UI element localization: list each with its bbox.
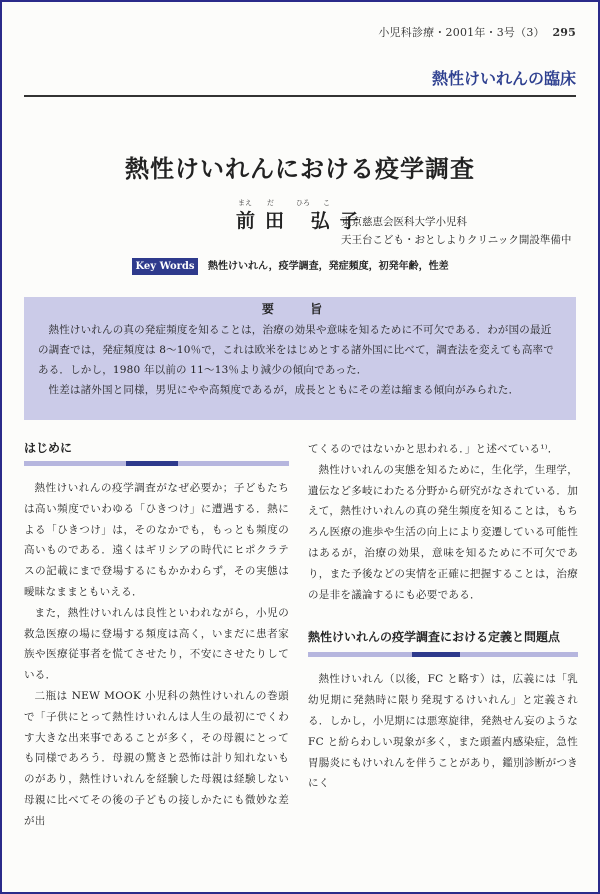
- intro-paragraph-3: 二瓶は NEW MOOK 小児科の熱性けいれんの巻頭で「子供にとって熱性けいれんは人生の最初にでくわす大きな出来事であることが多く，その母親にとっても同様であろう．母親の驚きと恐怖は計り知れないものがあり，熱性けいれんを経験した母親は経験しない母親に比べてその後の子どもの接しかたにも微妙な差が出: [24, 689, 289, 827]
- running-header: [378, 24, 576, 40]
- continued-paragraph: てくるのではないかと思われる．」と述べている¹⁾．: [308, 443, 559, 455]
- section-rule-2: [308, 652, 578, 657]
- intro-paragraph-2: また，熱性けいれんは良性といわれながら，小児の救急医療の場に登場する頻度は高く，いまだに患者家族や医療従事者を慌てさせたり，不安にさせたりしている．: [24, 606, 289, 682]
- section-rule-accent: [126, 461, 178, 466]
- left-column: [24, 439, 289, 832]
- article-title: 熱性けいれんにおける疫学調査: [125, 155, 475, 183]
- right-body-top: [308, 439, 578, 605]
- header-divider: [24, 95, 576, 97]
- author-ruby-1: まえ: [238, 199, 252, 207]
- author-ruby-4: こ: [323, 199, 330, 207]
- section-heading-introduction: はじめに: [24, 441, 73, 455]
- right-column: [308, 439, 578, 794]
- author-affiliation: [341, 213, 571, 249]
- section-rule-2-accent: [412, 652, 460, 657]
- series-title: 熱性けいれんの臨床: [431, 69, 576, 88]
- abstract-box: [24, 297, 576, 420]
- author-ruby-3: ひろ: [296, 199, 310, 207]
- right-paragraph-1: 熱性けいれんの実態を知るために，生化学，生理学，遺伝など多岐にわたる分野から研究がなされている．加えて，熱性けいれんの真の発生頻度を知ることは，もちろん医療の進歩や生活の向上により変遷している可能性はあるが，治療の効果，意味を知るために不可欠であり，また予後などの実情を正確に把握することは，治療の是非を議論するにも必要である．: [308, 463, 578, 601]
- right-body-bottom: [308, 669, 578, 794]
- keywords-text: 熱性けいれん，疫学調査，発症頻度，初発年齢，性差: [208, 261, 449, 272]
- abstract-heading: 要 旨: [261, 302, 339, 316]
- keywords-label: Key Words: [132, 258, 198, 275]
- affiliation-line-2: 天王台こども・おとしよりクリニック開設準備中: [341, 234, 572, 246]
- page-number: 295: [552, 26, 576, 39]
- section-heading-definition: 熱性けいれんの疫学調査における定義と問題点: [308, 630, 561, 645]
- author-name: 前田 弘子: [236, 210, 369, 232]
- author-ruby-2: だ: [267, 199, 274, 207]
- affiliation-line-1: 東京慈恵会医科大学小児科: [341, 216, 467, 228]
- section-rule: [24, 461, 289, 466]
- journal-citation: 小児科診療・2001年・3号（3）: [378, 26, 545, 39]
- left-body: [24, 478, 289, 832]
- abstract-paragraph-1: 熱性けいれんの真の発症頻度を知ることは，治療の効果や意味を知るために不可欠である．わが国の最近の調査では，発症頻度は 8〜10％で，これは欧米をはじめとする諸外国に比べて，調査法を変えても高率である．しかし，1980 年以前の 11〜13％より減少の傾向であった．: [38, 324, 554, 376]
- abstract-paragraph-2: 性差は諸外国と同様，男児にやや高頻度であるが，成長とともにその差は縮まる傾向がみられた．: [48, 384, 520, 396]
- right-paragraph-2: 熱性けいれん（以後，FC と略す）は，広義には「乳幼児期に発熱時に限り発現するけいれん」と定義される．しかし，小児期には悪寒旋律，発熱せん妄のような FC と紛らわしい現象が多く，また頭蓋内感染症，急性胃腸炎にもけいれんを伴うことがあり，鑑別診断がつきにく: [308, 673, 578, 790]
- abstract-body: [38, 320, 562, 400]
- intro-paragraph-1: 熱性けいれんの疫学調査がなぜ必要か；子どもたちは高い頻度でいわゆる「ひきつけ」に遭遇する．熱による「ひきつけ」は，そのなかでも，もっとも頻度の高いものである．遠くはギリシアの時代にヒポクラテスの記載にまで登場するにもかかわらず，その実態は曖昧なままともいえる．: [24, 482, 289, 598]
